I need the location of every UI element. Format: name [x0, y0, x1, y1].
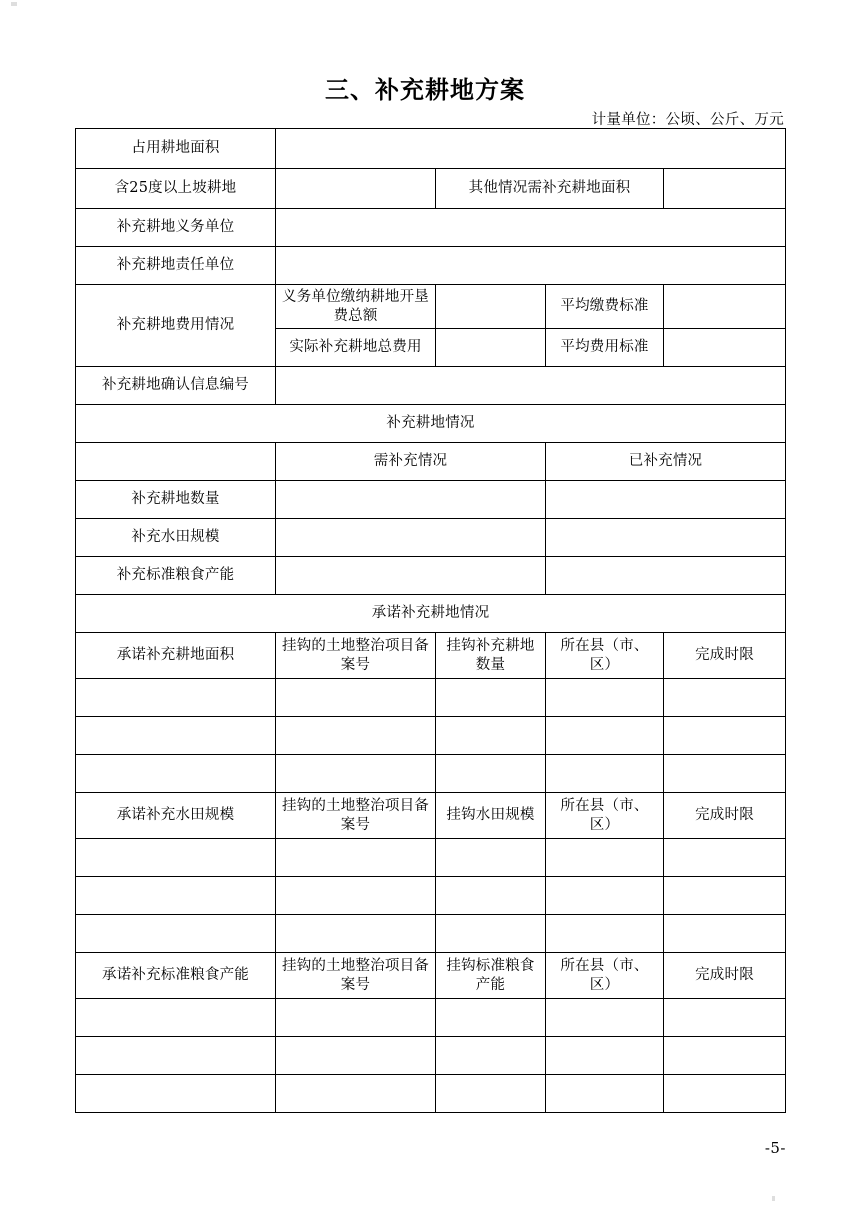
value-occupied-farmland-area[interactable] [276, 129, 786, 169]
label-fee-standard-0: 平均缴费标准 [546, 285, 664, 329]
page-title: 三、补充耕地方案 [325, 75, 525, 104]
value-deadline[interactable] [664, 999, 786, 1037]
value-linked-grain-capacity[interactable] [436, 999, 546, 1037]
value-fee-standard-0[interactable] [664, 285, 786, 329]
column-header-county: 所在县（市、区） [546, 633, 664, 679]
table-row [76, 557, 786, 595]
column-header-deadline: 完成时限 [664, 793, 786, 839]
column-header-county: 所在县（市、区） [546, 953, 664, 999]
column-header-deadline: 完成时限 [664, 953, 786, 999]
table-row [76, 247, 786, 285]
value-linked-project-no[interactable] [276, 755, 436, 793]
label-fee-standard-1: 平均费用标准 [546, 329, 664, 367]
value-committed-paddy-scale[interactable] [76, 839, 276, 877]
value-county[interactable] [546, 1037, 664, 1075]
table-row [76, 285, 786, 329]
value-linked-project-no[interactable] [276, 679, 436, 717]
value-deadline[interactable] [664, 1075, 786, 1113]
value-county[interactable] [546, 999, 664, 1037]
table-row [76, 999, 786, 1037]
table-row [76, 839, 786, 877]
section-header-row [76, 405, 786, 443]
table-row [76, 755, 786, 793]
value-linked-quantity[interactable] [436, 717, 546, 755]
table-row [76, 1037, 786, 1075]
column-header-linked-grain-capacity: 挂钩标准粮食产能 [436, 953, 546, 999]
value-paddy-field-scale-need[interactable] [276, 519, 546, 557]
value-linked-project-no[interactable] [276, 877, 436, 915]
value-standard-grain-capacity-done[interactable] [546, 557, 786, 595]
value-county[interactable] [546, 877, 664, 915]
value-deadline[interactable] [664, 877, 786, 915]
measurement-unit-note: 计量单位：公顷、公斤、万元 [591, 112, 784, 128]
column-header-county: 所在县（市、区） [546, 793, 664, 839]
value-deadline[interactable] [664, 717, 786, 755]
column-header-linked-project-no: 挂钩的土地整治项目备案号 [276, 633, 436, 679]
value-linked-project-no[interactable] [276, 999, 436, 1037]
table-header-row [76, 443, 786, 481]
value-committed-paddy-scale[interactable] [76, 877, 276, 915]
value-supplement-quantity-need[interactable] [276, 481, 546, 519]
status-corner-cell [76, 443, 276, 481]
value-linked-quantity[interactable] [436, 755, 546, 793]
value-county[interactable] [546, 679, 664, 717]
table-row [76, 209, 786, 247]
table-row [76, 1075, 786, 1113]
table-header-row [76, 633, 786, 679]
value-committed-area[interactable] [76, 679, 276, 717]
section-header-row [76, 595, 786, 633]
value-county[interactable] [546, 717, 664, 755]
value-linked-project-no[interactable] [276, 1037, 436, 1075]
value-linked-project-no[interactable] [276, 915, 436, 953]
value-responsible-unit[interactable] [276, 247, 786, 285]
label-occupied-farmland-area: 占用耕地面积 [76, 129, 276, 169]
value-other-required-supplement-area[interactable] [664, 169, 786, 209]
value-linked-paddy-scale[interactable] [436, 877, 546, 915]
value-linked-project-no[interactable] [276, 1075, 436, 1113]
value-linked-grain-capacity[interactable] [436, 1075, 546, 1113]
table-row [76, 679, 786, 717]
column-header-linked-project-no: 挂钩的土地整治项目备案号 [276, 793, 436, 839]
value-deadline[interactable] [664, 915, 786, 953]
table-header-row [76, 793, 786, 839]
label-obligation-unit: 补充耕地义务单位 [76, 209, 276, 247]
value-committed-paddy-scale[interactable] [76, 915, 276, 953]
column-header-need-supplement: 需补充情况 [276, 443, 546, 481]
value-committed-grain-capacity[interactable] [76, 999, 276, 1037]
value-deadline[interactable] [664, 1037, 786, 1075]
label-slope-farmland-over-25deg: 含25度以上坡耕地 [76, 169, 276, 209]
value-county[interactable] [546, 1075, 664, 1113]
label-fee-situation-group: 补充耕地费用情况 [76, 285, 276, 367]
table-header-row [76, 953, 786, 999]
label-fee-item-0: 义务单位缴纳耕地开垦费总额 [276, 285, 436, 329]
label-paddy-field-scale: 补充水田规模 [76, 519, 276, 557]
column-header-committed-area: 承诺补充耕地面积 [76, 633, 276, 679]
label-fee-item-1: 实际补充耕地总费用 [276, 329, 436, 367]
value-confirmation-info-number[interactable] [276, 367, 786, 405]
value-committed-area[interactable] [76, 717, 276, 755]
table-row [76, 481, 786, 519]
value-fee-item-1[interactable] [436, 329, 546, 367]
label-confirmation-info-number: 补充耕地确认信息编号 [76, 367, 276, 405]
value-deadline[interactable] [664, 679, 786, 717]
table-row [76, 717, 786, 755]
scan-speck [11, 2, 17, 6]
label-responsible-unit: 补充耕地责任单位 [76, 247, 276, 285]
value-paddy-field-scale-done[interactable] [546, 519, 786, 557]
value-linked-project-no[interactable] [276, 717, 436, 755]
value-committed-grain-capacity[interactable] [76, 1037, 276, 1075]
column-header-committed-grain-capacity: 承诺补充标准粮食产能 [76, 953, 276, 999]
section-header-committed-supplement: 承诺补充耕地情况 [76, 595, 786, 633]
table-row [76, 169, 786, 209]
value-linked-quantity[interactable] [436, 679, 546, 717]
value-obligation-unit[interactable] [276, 209, 786, 247]
table-row [76, 519, 786, 557]
value-linked-paddy-scale[interactable] [436, 915, 546, 953]
column-header-linked-project-no: 挂钩的土地整治项目备案号 [276, 953, 436, 999]
value-linked-paddy-scale[interactable] [436, 839, 546, 877]
value-committed-grain-capacity[interactable] [76, 1075, 276, 1113]
value-county[interactable] [546, 839, 664, 877]
table-row [76, 129, 786, 169]
label-supplement-quantity: 补充耕地数量 [76, 481, 276, 519]
column-header-linked-paddy-scale: 挂钩水田规模 [436, 793, 546, 839]
column-header-committed-paddy-scale: 承诺补充水田规模 [76, 793, 276, 839]
column-header-already-supplemented: 已补充情况 [546, 443, 786, 481]
value-slope-farmland-over-25deg[interactable] [276, 169, 436, 209]
label-standard-grain-capacity: 补充标准粮食产能 [76, 557, 276, 595]
value-linked-project-no[interactable] [276, 839, 436, 877]
scan-speck [772, 1196, 775, 1201]
value-county[interactable] [546, 915, 664, 953]
value-fee-standard-1[interactable] [664, 329, 786, 367]
table-row [76, 367, 786, 405]
column-header-deadline: 完成时限 [664, 633, 786, 679]
label-other-required-supplement-area: 其他情况需补充耕地面积 [436, 169, 664, 209]
supplementary-farmland-plan-table [75, 128, 786, 1113]
value-deadline[interactable] [664, 839, 786, 877]
value-deadline[interactable] [664, 755, 786, 793]
page-number: -5- [764, 1139, 786, 1157]
value-standard-grain-capacity-need[interactable] [276, 557, 546, 595]
column-header-linked-quantity: 挂钩补充耕地数量 [436, 633, 546, 679]
table-row [76, 915, 786, 953]
table-row [76, 877, 786, 915]
value-county[interactable] [546, 755, 664, 793]
value-fee-item-0[interactable] [436, 285, 546, 329]
value-committed-area[interactable] [76, 755, 276, 793]
value-linked-grain-capacity[interactable] [436, 1037, 546, 1075]
value-supplement-quantity-done[interactable] [546, 481, 786, 519]
section-header-supplement-status: 补充耕地情况 [76, 405, 786, 443]
